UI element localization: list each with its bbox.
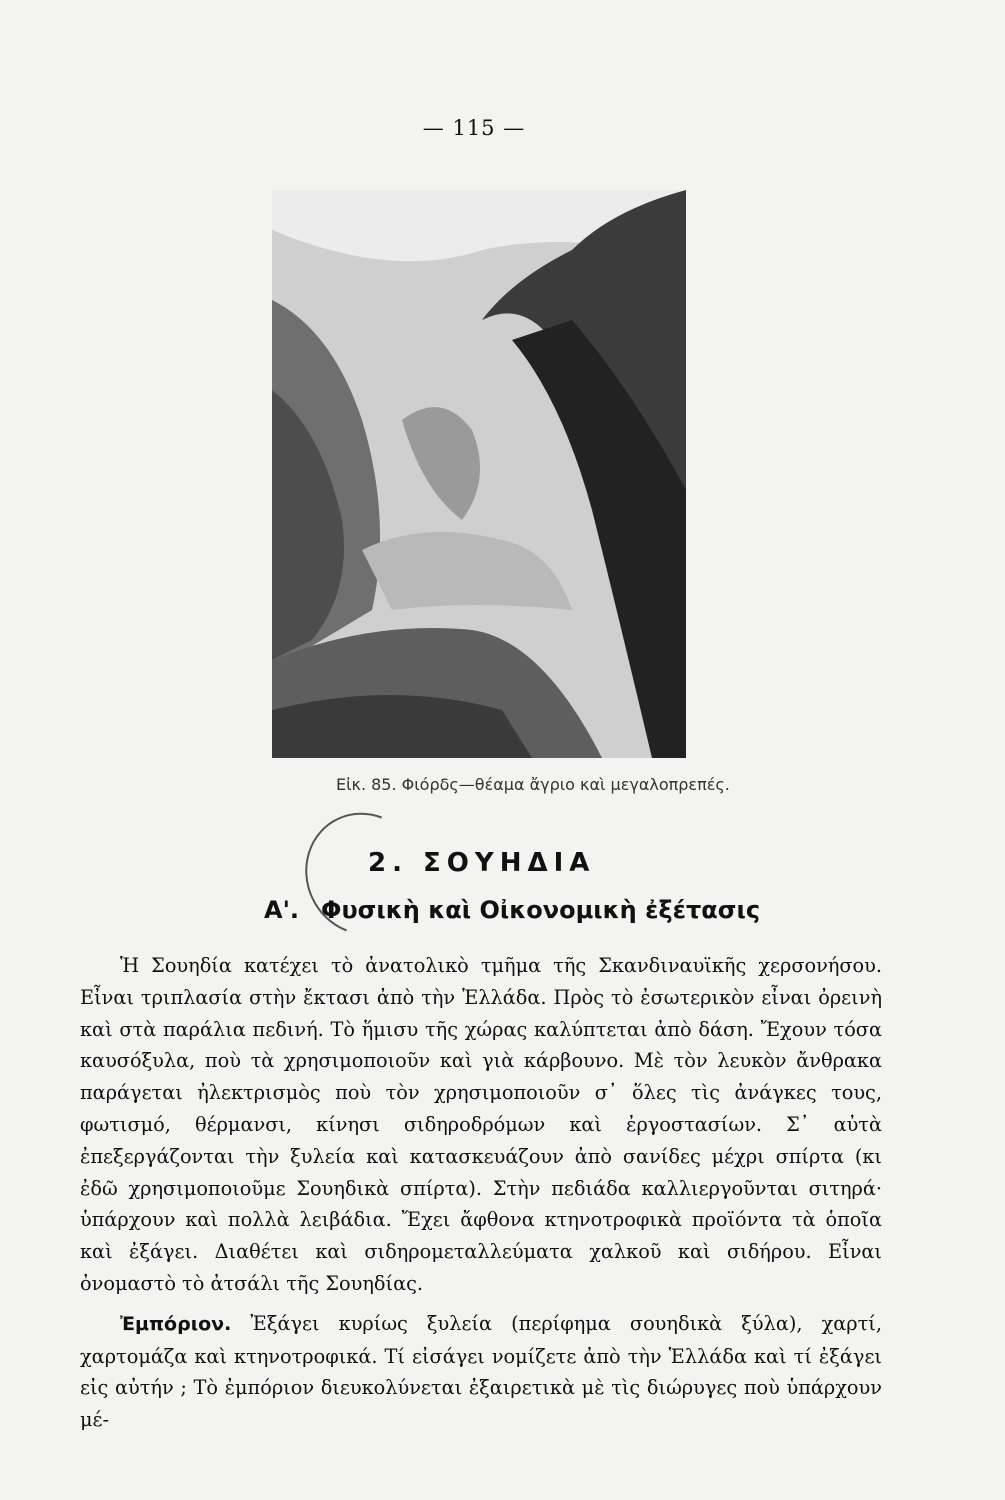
- paragraph-2-text: Ἐξάγει κυρίως ξυλεία (περίφημα σουηδικὰ ξύλα), χαρτί, χαρτομάζα καὶ κτηνοτροφικά. Τί εἰσάγει νομίζετε ἀπὸ τὴν Ἑλλάδα καὶ τί ἐξάγει εἰς αὐτήν ; Τὸ ἐμπόριον διευκολύνεται ἐξαιρετικὰ μὲ τὶς διώρυγες ποὺ ὑπάρχουν μέ-: [80, 1311, 882, 1432]
- paragraph-1-text: Ἡ Σουηδία κατέχει τὸ ἀνατολικὸ τμῆμα τῆς Σκανδιναυϊκῆς χερσονήσου. Εἶναι τριπλασία στὴν ἔκτασι ἀπὸ τὴν Ἑλλάδα. Πρὸς τὸ ἐσωτερικὸν εἶναι ὀρεινὴ καὶ στὰ παράλια πεδινή. Τὸ ἥμισυ τῆς χώρας καλύπτεται ἀπὸ δάση. Ἔχουν τόσα καυσόξυλα, ποὺ τὰ χρησιμοποιοῦν καὶ γιὰ κάρβουνο. Μὲ τὸν λευκὸν ἄνθρακα παράγεται ἠλεκτρισμὸς ποὺ τὸν χρησιμοποιοῦν σ᾿ ὅλες τὶς ἀνάγκες τους, φωτισμό, θέρμανσι, κίνησι σιδηροδρόμων καὶ ἐργοστασίων. Σ᾿ αὐτὰ ἐπεξεργάζονται τὴν ξυλεία καὶ κατασκευάζουν ἀπὸ σανίδες μέχρι σπίρτα (κι ἐδῶ χρησιμοποιοῦμε Σουηδικὰ σπίρτα). Στὴν πεδιάδα καλλιεργοῦνται σιτηρά· ὑπάρχουν καὶ πολλὰ λειβάδια. Ἔχει ἄφθονα κτηνοτροφικὰ προϊόντα τὰ ὁποῖα καὶ ἐξάγει. Διαθέτει καὶ σιδηρομεταλλεύματα χαλκοῦ καὶ σιδήρου. Εἶναι ὀνομαστὸ τὸ ἀτσάλι τῆς Σουηδίας.: [80, 954, 882, 1295]
- section-title: 2. ΣΟΥΗΔΙΑ: [368, 848, 596, 878]
- fjord-photo: [272, 190, 686, 758]
- paragraph-1: [80, 950, 882, 1300]
- fjord-photo-drawing: [272, 190, 686, 758]
- subheading-number: Α'.: [264, 896, 300, 924]
- figure-caption: Εἰκ. 85. Φιόρδς—θέαμα ἄγριο καὶ μεγαλοπρεπές.: [336, 775, 730, 794]
- subheading: [264, 896, 760, 924]
- page-number: — 115 —: [422, 116, 526, 140]
- body-text: [80, 950, 882, 1436]
- paragraph-2: [80, 1308, 882, 1436]
- paragraph-2-lead: Ἐμπόριον.: [120, 1312, 232, 1335]
- subheading-text: Φυσικὴ καὶ Οἰκονομικὴ ἐξέτασις: [321, 896, 761, 924]
